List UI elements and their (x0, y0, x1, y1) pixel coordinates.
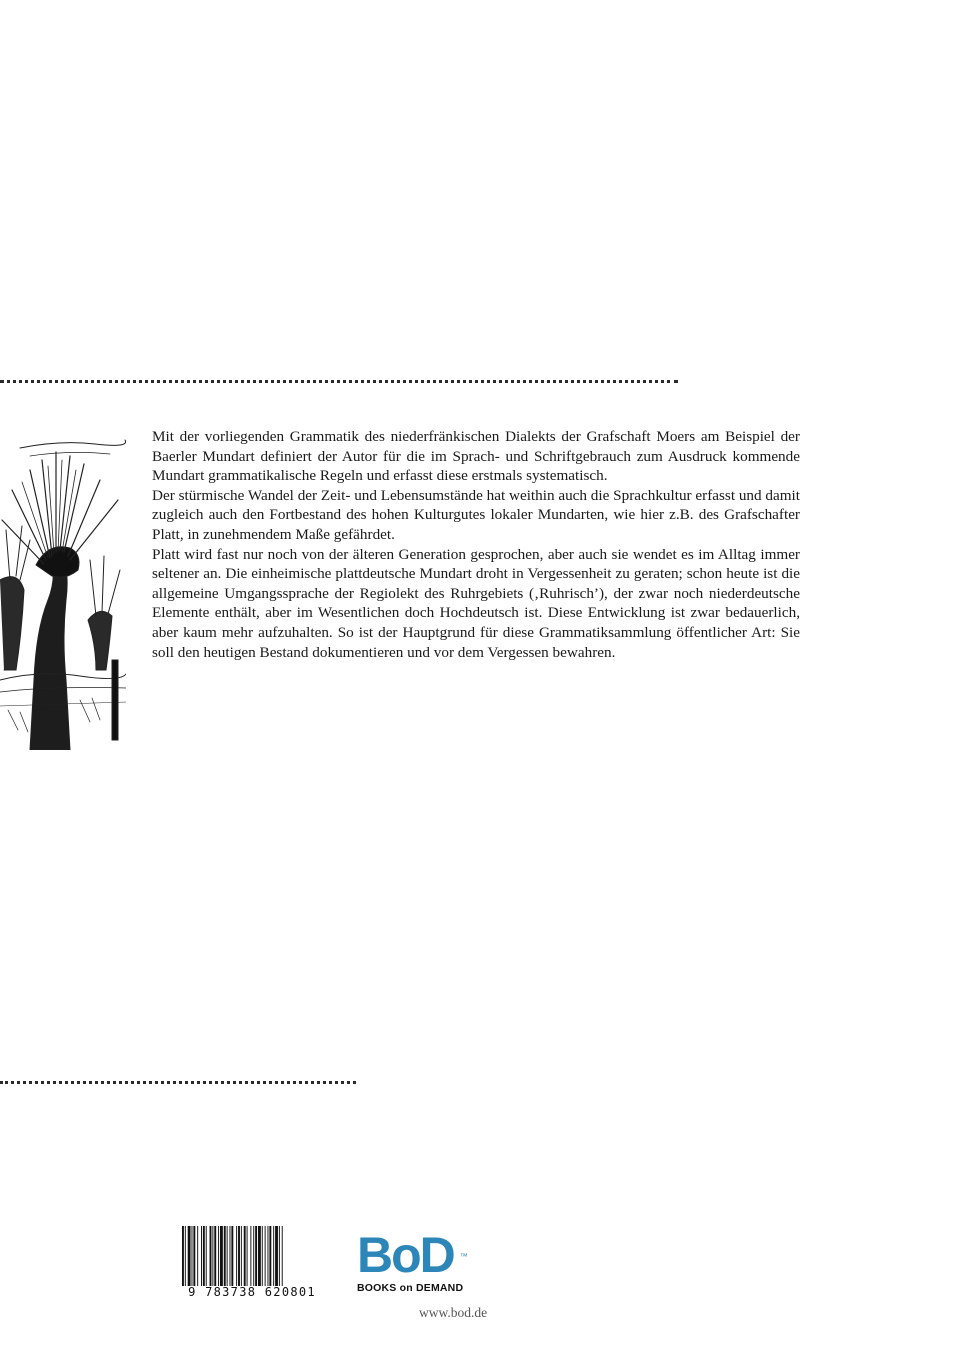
blurb-paragraph: Mit der vorliegenden Grammatik des niederfränkischen Dialekts der Grafschaft Moers am Beispiel der Baerler Mundart definiert der Autor für die im Sprach- und Schriftgebrauch zum Ausdruck kommende Mundart grammatikalische Regeln und erfasst diese erstmals systematisch. (152, 428, 800, 485)
publisher-tagline: BOOKS on DEMAND (357, 1282, 464, 1294)
isbn-digits: 9 783738 620801 (188, 1285, 316, 1299)
trademark-mark: ™ (459, 1252, 468, 1261)
publisher-logo (357, 1227, 481, 1294)
blurb-paragraph: Platt wird fast nur noch von der älteren Generation gesprochen, aber auch sie wendet es im Alltag immer seltener an. Die einheimische plattdeutsche Mundart droht in Vergessenheit zu geraten; schon heute ist die allgemeine Umgangssprache der Regiolekt des Ruhrgebiets (‚Ruhrisch’), der zwar noch niederdeutsche Elemente enthält, aber im Wesentlichen doch Hochdeutsch ist. Diese Entwicklung ist zwar bedauerlich, aber kaum mehr aufzuhalten. So ist der Hauptgrund für diese Grammatiksammlung öffentlicher Art: Sie soll den heutigen Bestand dokumentieren und vor dem Vergessen bewahren. (152, 545, 800, 661)
dotted-rule-bottom (0, 1081, 356, 1084)
dotted-rule-top (0, 380, 678, 383)
pollard-willow-sketch-icon (0, 430, 126, 750)
bod-logo-text: BoD ™ (357, 1227, 468, 1283)
back-cover-blurb (152, 427, 800, 662)
publisher-website: www.bod.de (419, 1305, 488, 1320)
blurb-paragraph: Der stürmische Wandel der Zeit- und Lebensumstände hat weithin auch die Sprachkultur erfasst und damit zugleich auch den Fortbestand des hohen Kulturgutes lokaler Mundarten, wie hier z.B. des Grafschafter Platt, in zunehmendem Maße gefährdet. (152, 486, 800, 543)
